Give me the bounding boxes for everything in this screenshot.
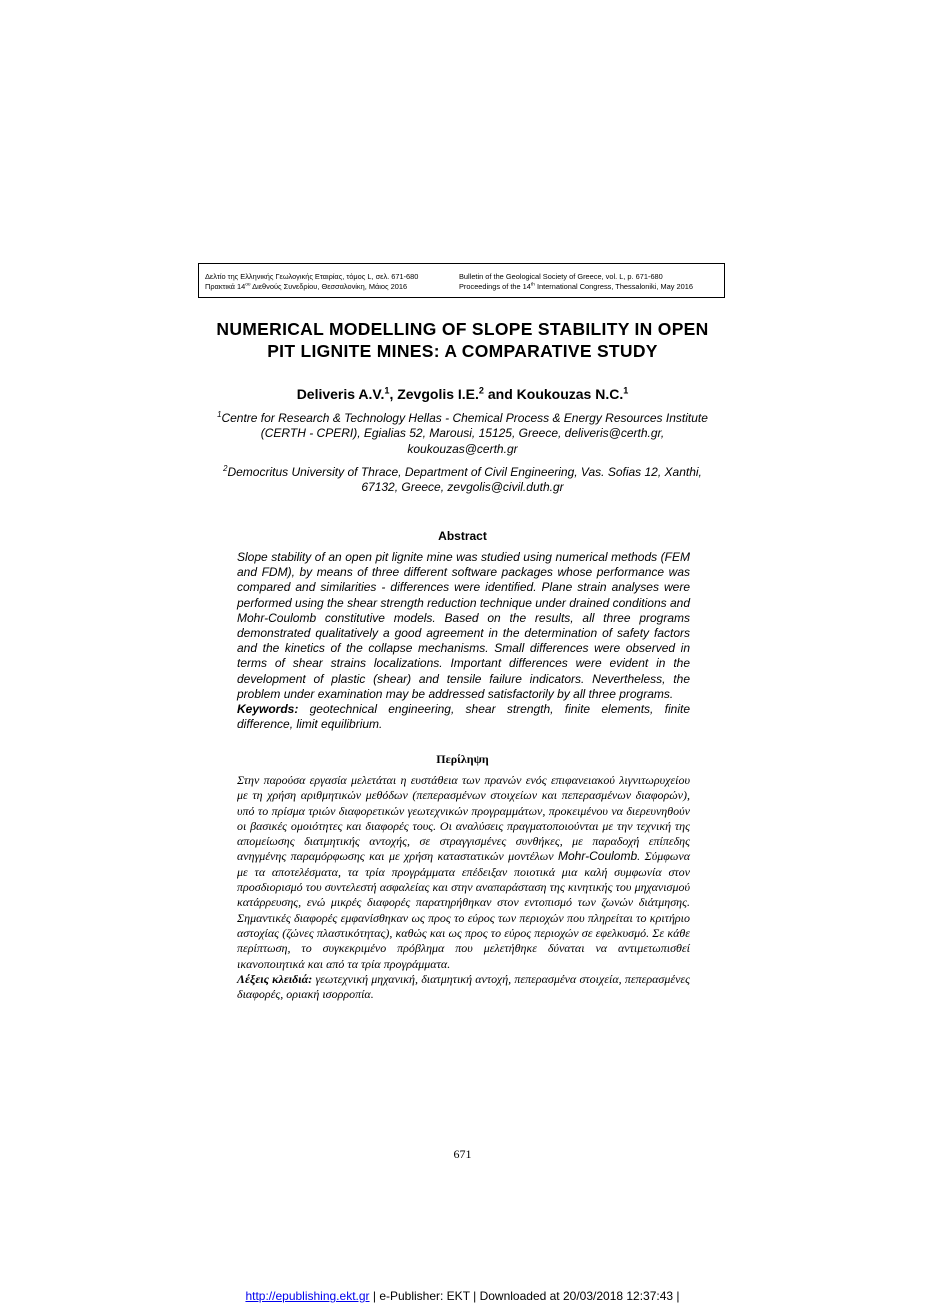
greek-keywords-list: γεωτεχνική μηχανική, διατμητική αντοχή, πεπερασμένα στοιχεία, πεπερασμένες διαφορές, οριακή ισορροπία.	[237, 971, 691, 1002]
header-english-line2-post: International Congress, Thessaloniki, May 2016	[534, 282, 693, 291]
affiliation-1-marker: 1	[217, 410, 222, 419]
header-english-line1: Bulletin of the Geological Society of Greece, vol. L, p. 671-680	[459, 272, 663, 281]
abstract-keywords	[237, 702, 690, 732]
author-1-affil: 1	[384, 385, 390, 396]
download-footer	[0, 1289, 925, 1303]
abstract-body	[237, 550, 690, 732]
abstract-heading: Abstract	[438, 529, 487, 543]
keywords-label: Keywords:	[237, 702, 299, 717]
abstract-paragraph: Slope stability of an open pit lignite mine was studied using numerical methods (FEM and FDM), by means of three different software packages whose performance was compared and similarities - differences were identified. Plane strain analyses were performed using the shear strength reduction technique under drained conditions and Mohr-Coulomb constitutive models. Based on the results, all three programs demonstrated qualitatively a good agreement in the determination of safety factors and the kinetics of the collapse mechanisms. Small differences were observed in terms of shear strains localizations. Important differences were evident in the development of plastic (shear) and tensile failure indicators. Nevertheless, the problem under examination may be addressed satisfactorily by all three programs.	[237, 550, 690, 701]
greek-abstract-paragraph	[237, 773, 690, 972]
header-greek-line1: Δελτίο της Ελληνικής Γεωλογικής Εταιρίας, τόμος L, σελ. 671-680	[205, 272, 419, 281]
author-2-affil: 2	[478, 385, 484, 396]
greek-abstract-body	[237, 773, 690, 1002]
footer-info: | e-Publisher: EKT | Downloaded at 20/03/2018 12:37:43 |	[369, 1289, 680, 1303]
paper-title-line1: NUMERICAL MODELLING OF SLOPE STABILITY IN OPEN	[216, 319, 709, 339]
greek-keywords-label: Λέξεις κλειδιά:	[237, 971, 313, 986]
author-1: Deliveris A.V.	[296, 386, 385, 402]
paper-title-line2: PIT LIGNITE MINES: A COMPARATIVE STUDY	[267, 341, 658, 361]
affiliation-2-text: Democritus University of Thrace, Department of Civil Engineering, Vas. Sofias 12, Xanthi, 67132, Greece, zevgolis@civil.duth.gr	[227, 465, 702, 495]
affiliation-2	[205, 465, 720, 496]
author-3: Koukouzas N.C.	[516, 386, 624, 402]
header-greek-line2-sup: ου	[245, 282, 251, 288]
header-greek-line2-pre: Πρακτικά 14	[205, 282, 246, 291]
affiliation-2-marker: 2	[223, 464, 228, 473]
paper-title	[150, 318, 775, 362]
header-english-citation	[459, 272, 721, 292]
page-number: 671	[453, 1147, 472, 1161]
epublishing-link[interactable]: http://epublishing.ekt.gr	[245, 1289, 370, 1303]
greek-abstract-part1: Στην παρούσα εργασία μελετάται η ευστάθεια των πρανών ενός επιφανειακού λιγνιτωρυχείου με τη χρήση αριθμητικών μεθόδων (πεπερασμένων στοιχείων και πεπερασμένων διαφορών), υπό το πρίσμα τριών διαφορετικών γεωτεχνικών προγραμμάτων, προκειμένου να διερευνηθούν οι βασικές ομοιότητες και διαφορές τους. Οι αναλύσεις πραγματοποιούνται με την τεχνική της απομείωσης διατμητικής αντοχής, σε στραγγισμένες συνθήκες, με παραδοχή επίπεδης ανηγμένης παραμόρφωσης και με χρήση καταστατικών μοντέλων	[237, 773, 690, 864]
header-greek-line2	[205, 282, 455, 292]
affiliation-1-text: Centre for Research & Technology Hellas - Chemical Process & Energy Resources Institute (CERTH - CPERI), Egialias 52, Marousi, 15125, Greece, deliveris@certh.gr, koukouzas@certh.gr	[221, 411, 708, 456]
author-sep-1: ,	[389, 386, 398, 402]
journal-header-box	[198, 263, 725, 298]
author-sep-2: and	[483, 386, 517, 402]
header-english-line2	[459, 282, 721, 292]
affiliation-1	[205, 411, 720, 457]
keywords-list: geotechnical engineering, shear strength, finite elements, finite difference, limit equilibrium.	[237, 702, 690, 732]
greek-abstract-part2: . Σύμφωνα με τα αποτελέσματα, τα τρία προγράμματα επέδειξαν ποιοτικά μια καλή συμφωνία στον προσδιορισμό του συντελεστή ασφαλείας και στην αναπαράσταση της κινητικής του μηχανισμού κατάρρευσης, ενώ μικρές διαφορές παρατηρήθηκαν στον εντοπισμό των ζωνών διάτμησης. Σημαντικές διαφορές εμφανίσθηκαν ως προς το εύρος των περιοχών που πληρείται το κριτήριο αστοχίας (ζώνες πλαστικότητας), καθώς και ως προς το εύρος περιοχών σε εφελκυσμό. Σε κάθε περίπτωση, το συγκεκριμένο πρόβλημα που μελετήθηκε δύναται να αντιμετωπισθεί ικανοποιητικά και από τα τρία προγράμματα.	[237, 849, 690, 971]
author-2: Zevgolis I.E.	[397, 386, 479, 402]
greek-abstract-heading: Περίληψη	[436, 752, 489, 766]
header-english-line2-sup: th	[530, 282, 535, 288]
header-greek-line2-post: Διεθνούς Συνεδρίου, Θεσσαλονίκη, Μάιος 2016	[250, 282, 408, 291]
greek-abstract-inline-term: Mohr-Coulomb	[557, 849, 638, 864]
author-3-affil: 1	[623, 385, 629, 396]
header-english-line2-pre: Proceedings of the 14	[459, 282, 531, 291]
greek-abstract-keywords	[237, 972, 690, 1003]
header-greek-citation	[205, 272, 455, 292]
author-list	[150, 385, 775, 403]
